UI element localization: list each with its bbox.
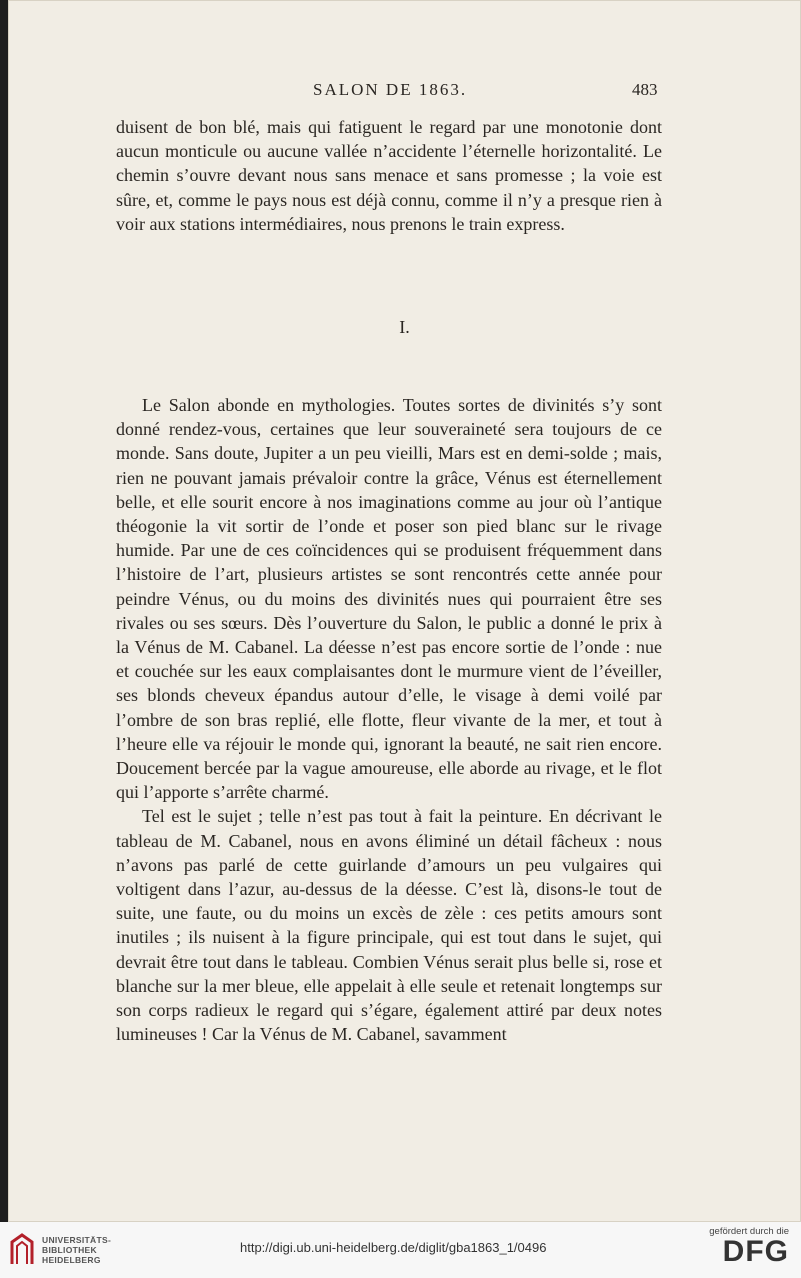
text-line: n’avons pas parlé de cette guirlande d’amours un peu vulgaires qui [116,854,662,875]
text-line: Le chemin s’ouvre devant nous sans menace et sans promesse ; la voie [116,141,662,186]
page-header [8,80,801,104]
text-line: par deux notes lumineuses ! Car la Vénus de M. Cabanel, savamment [116,1000,663,1045]
scanned-page [8,0,801,1222]
text-line: rose et blanche sur la mer bleue, elle appelait à elle seule et retenait [116,951,663,996]
body-text [116,393,662,1046]
text-line: flotte, fleur vivante de la mer, et tout à l’heure elle va réjouir le monde [116,709,662,754]
text-line: pourraient être ses rivales ou ses sœurs. Dès l’ouverture du Salon, le [116,588,662,633]
text-line: cette année pour peindre Vénus, ou du moins des divinités nues qui [116,564,662,609]
text-line: public a donné le prix à la Vénus de M. Cabanel. La déesse n’est pas [116,612,662,658]
text-line: qui, ignorant la beauté, ne sait rien encore. Doucement bercée par la [116,733,662,779]
text-line: quemment dans l’histoire de l’art, plusieurs artistes se sont rencontrés [116,540,662,585]
permalink-url[interactable]: http://digi.ub.uni-heidelberg.de/diglit/gba1863_1/0496 [240,1240,547,1255]
text-line: Le Salon abonde en mythologies. Toutes sortes de divinités s’y sont [142,395,662,415]
library-line-1: UNIVERSITÄTS- [42,1235,112,1245]
text-line: Tel est le sujet ; telle n’est pas tout à fait la peinture. En décrivant le [142,806,662,827]
viewer-footer [0,1222,801,1278]
text-line: monde. Sans doute, Jupiter a un peu vieilli, Mars est en demi-solde ; [116,443,624,464]
library-logo[interactable] [8,1232,111,1268]
text-line: nellement belle, et elle sourit encore à nos imaginations comme au jour [116,467,662,512]
paragraph-venus [116,393,662,804]
text-line: mais, rien ne pouvant jamais prévaloir contre la grâce, Vénus est éter [116,443,662,488]
text-line: charmé. [271,782,329,803]
text-line: donné rendez-vous, certaines que leur souveraineté sera toujours de ce [116,419,662,440]
text-line: rien à voir aux stations intermédiaires, nous prenons le train express. [116,189,662,234]
intro-text [116,115,662,236]
text-line: aucun monticule ou aucune vallée n’accidente l’éternelle horizontalité. [116,141,644,162]
text-line: longtemps sur son corps radieux le regard qui s’égare, également attiré [116,975,662,1021]
page-number: 483 [632,80,658,99]
library-line-2: BIBLIOTHEK [42,1245,97,1255]
library-emblem-icon [8,1232,36,1268]
text-line: inutiles ; ils nuisent à la figure principale, qui est tout dans le sujet, qui [116,927,662,948]
text-line: devrait être tout dans le tableau. Combien Vénus serait plus belle si, [116,951,615,972]
text-line: le rivage humide. Par une de ces coïncidences qui se produisent fré [116,516,662,561]
text-line: encore sortie de l’onde : nue et couchée sur les eaux complaisantes [116,637,662,682]
text-line: est sûre, et, comme le pays nous est déjà connu, comme il n’y a presque [116,165,662,210]
text-line: duisent de bon blé, mais qui fatiguent le regard par une monotonie dont [116,117,662,137]
funding-note: gefördert durch die [709,1226,789,1237]
text-line: d’elle, le visage à demi voilé par l’ombre de son bras replié, elle [116,685,662,730]
text-line: suite, une faute, ou du moins un excès de zèle : ces petits amours sont [116,903,662,924]
library-name [42,1235,111,1265]
text-line: voltigent dans l’azur, au-dessus de la déesse. C’est là, disons-le tout de [116,879,662,900]
text-line: vague amoureuse, elle aborde au rivage, et le flot qui l’apporte s’arrête [116,758,662,803]
text-line: où l’antique théogonie la vit sortir de l’onde et poser son pied blanc sur [116,491,662,537]
intro-paragraph [116,115,662,236]
text-line: dont le murmure vient de l’éveiller, ses blonds cheveux épandus autour [116,661,662,706]
text-line: tableau de M. Cabanel, nous en avons éliminé un détail fâcheux : nous [116,830,662,851]
dfg-funding[interactable] [709,1226,789,1267]
paragraph-subject [116,804,662,1046]
section-heading: I. [399,317,410,337]
library-line-3: HEIDELBERG [42,1255,101,1265]
running-title: SALON DE 1863. [313,80,468,99]
dfg-logo: DFG [722,1235,789,1268]
